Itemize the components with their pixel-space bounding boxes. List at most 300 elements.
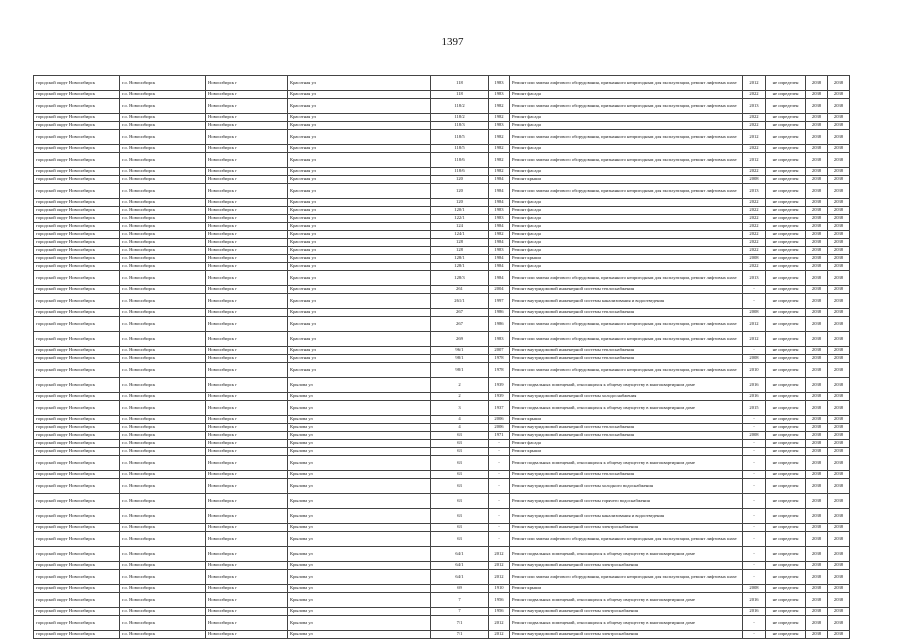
year-built-cell: 1984 (489, 176, 510, 184)
table-row (34, 456, 850, 471)
status-cell: не определен (766, 130, 806, 145)
year-built-cell: 1986 (489, 309, 510, 317)
district-cell: г.о. Новосибирск (120, 309, 206, 317)
street-cell: Крылова ул (288, 440, 431, 448)
plan-end-cell: 2038 (828, 176, 850, 184)
year-built-cell: - (489, 471, 510, 479)
municipality-cell: городской округ Новосибирск (34, 432, 120, 440)
table-row (34, 585, 850, 593)
year-built-cell: 1982 (489, 231, 510, 239)
street-cell: Красотная ул (288, 199, 431, 207)
work-type-cell: Ремонт внутридомовой инженерной системы теплоснабжения (510, 424, 743, 432)
status-cell: не определен (766, 440, 806, 448)
district-cell: г.о. Новосибирск (120, 631, 206, 639)
house-cell: 128/1 (431, 263, 489, 271)
status-cell: не определен (766, 317, 806, 332)
plan-end-cell: 2038 (828, 294, 850, 309)
status-cell: не определен (766, 432, 806, 440)
year-built-cell: - (489, 494, 510, 509)
plan-end-cell: 2038 (828, 378, 850, 393)
status-cell: не определен (766, 99, 806, 114)
house-cell: 261 (431, 286, 489, 294)
year-built-cell: - (489, 479, 510, 494)
plan-end-cell: 2038 (828, 562, 850, 570)
city-cell: Новосибирск г (206, 416, 288, 424)
work-type-cell: Ремонт или замена лифтового оборудования, признанного непригодным для эксплуатации, ремонт лифтовых шахт (510, 570, 743, 585)
plan-end-cell: 2038 (828, 616, 850, 631)
plan-start-cell: 2038 (806, 509, 828, 524)
city-cell: Новосибирск г (206, 363, 288, 378)
plan-start-cell: 2038 (806, 432, 828, 440)
house-cell: 128/3 (431, 271, 489, 286)
city-cell: Новосибирск г (206, 471, 288, 479)
district-cell: г.о. Новосибирск (120, 271, 206, 286)
status-cell: не определен (766, 570, 806, 585)
street-cell: Крылова ул (288, 585, 431, 593)
work-type-cell: Ремонт фасада (510, 215, 743, 223)
status-cell: не определен (766, 494, 806, 509)
district-cell: г.о. Новосибирск (120, 153, 206, 168)
municipality-cell: городской округ Новосибирск (34, 176, 120, 184)
house-cell: 7/1 (431, 631, 489, 639)
last-repair-cell: - (743, 440, 766, 448)
plan-end-cell: 2038 (828, 332, 850, 347)
plan-start-cell: 2038 (806, 231, 828, 239)
plan-end-cell: 2038 (828, 145, 850, 153)
table-row (34, 416, 850, 424)
work-type-cell: Ремонт крыши (510, 255, 743, 263)
plan-end-cell: 2038 (828, 448, 850, 456)
house-cell: 128 (431, 239, 489, 247)
year-built-cell: 2012 (489, 631, 510, 639)
year-built-cell: - (489, 509, 510, 524)
house-cell: 120 (431, 199, 489, 207)
city-cell: Новосибирск г (206, 355, 288, 363)
year-built-cell: 1971 (489, 432, 510, 440)
street-cell: Красотная ул (288, 355, 431, 363)
plan-end-cell: 2038 (828, 76, 850, 91)
year-built-cell: - (489, 448, 510, 456)
plan-end-cell: 2038 (828, 585, 850, 593)
city-cell: Новосибирск г (206, 168, 288, 176)
city-cell: Новосибирск г (206, 347, 288, 355)
plan-end-cell: 2038 (828, 547, 850, 562)
municipality-cell: городской округ Новосибирск (34, 585, 120, 593)
municipality-cell: городской округ Новосибирск (34, 471, 120, 479)
plan-start-cell: 2038 (806, 247, 828, 255)
street-cell: Красотная ул (288, 153, 431, 168)
work-type-cell: Ремонт фасада (510, 114, 743, 122)
district-cell: г.о. Новосибирск (120, 145, 206, 153)
district-cell: г.о. Новосибирск (120, 332, 206, 347)
status-cell: не определен (766, 168, 806, 176)
plan-end-cell: 2038 (828, 347, 850, 355)
house-cell: 63 (431, 524, 489, 532)
plan-end-cell: 2038 (828, 215, 850, 223)
district-cell: г.о. Новосибирск (120, 317, 206, 332)
city-cell: Новосибирск г (206, 199, 288, 207)
house-cell: 118 (431, 76, 489, 91)
house-cell: 7/1 (431, 616, 489, 631)
city-cell: Новосибирск г (206, 616, 288, 631)
street-cell: Красотная ул (288, 122, 431, 130)
table-row (34, 401, 850, 416)
table-row (34, 223, 850, 231)
municipality-cell: городской округ Новосибирск (34, 145, 120, 153)
plan-end-cell: 2038 (828, 223, 850, 231)
work-type-cell: Ремонт или замена лифтового оборудования, признанного непригодным для эксплуатации, ремонт лифтовых шахт (510, 130, 743, 145)
work-type-cell: Ремонт внутридомовой инженерной системы электроснабжения (510, 524, 743, 532)
plan-start-cell: 2038 (806, 153, 828, 168)
table-row (34, 309, 850, 317)
last-repair-cell: - (743, 479, 766, 494)
last-repair-cell: 2022 (743, 122, 766, 130)
year-built-cell: 1984 (489, 255, 510, 263)
district-cell: г.о. Новосибирск (120, 416, 206, 424)
plan-end-cell: 2038 (828, 524, 850, 532)
year-built-cell: 1978 (489, 363, 510, 378)
house-cell: 98/1 (431, 355, 489, 363)
work-type-cell: Ремонт или замена лифтового оборудования, признанного непригодным для эксплуатации, ремонт лифтовых шахт (510, 76, 743, 91)
plan-start-cell: 2038 (806, 347, 828, 355)
street-cell: Красотная ул (288, 76, 431, 91)
street-cell: Красотная ул (288, 184, 431, 199)
plan-end-cell: 2038 (828, 494, 850, 509)
page-number: 1397 (441, 36, 464, 48)
house-cell: 63 (431, 494, 489, 509)
status-cell: не определен (766, 562, 806, 570)
house-cell: 261/1 (431, 294, 489, 309)
city-cell: Новосибирск г (206, 309, 288, 317)
house-cell: 3 (431, 401, 489, 416)
table-row (34, 494, 850, 509)
last-repair-cell: - (743, 347, 766, 355)
table-row (34, 593, 850, 608)
status-cell: не определен (766, 145, 806, 153)
status-cell: не определен (766, 271, 806, 286)
city-cell: Новосибирск г (206, 184, 288, 199)
district-cell: г.о. Новосибирск (120, 479, 206, 494)
district-cell: г.о. Новосибирск (120, 524, 206, 532)
last-repair-cell: 2016 (743, 393, 766, 401)
city-cell: Новосибирск г (206, 231, 288, 239)
municipality-cell: городской округ Новосибирск (34, 494, 120, 509)
house-cell: 118/3 (431, 122, 489, 130)
year-built-cell: 1983 (489, 215, 510, 223)
plan-start-cell: 2038 (806, 532, 828, 547)
house-cell: 63 (431, 471, 489, 479)
plan-end-cell: 2038 (828, 271, 850, 286)
municipality-cell: городской округ Новосибирск (34, 153, 120, 168)
plan-start-cell: 2038 (806, 122, 828, 130)
district-cell: г.о. Новосибирск (120, 593, 206, 608)
work-type-cell: Ремонт фасада (510, 91, 743, 99)
municipality-cell: городской округ Новосибирск (34, 479, 120, 494)
street-cell: Красотная ул (288, 223, 431, 231)
plan-start-cell: 2038 (806, 207, 828, 215)
municipality-cell: городской округ Новосибирск (34, 347, 120, 355)
year-built-cell: 1982 (489, 99, 510, 114)
plan-start-cell: 2038 (806, 76, 828, 91)
house-cell: 267 (431, 317, 489, 332)
district-cell: г.о. Новосибирск (120, 184, 206, 199)
table-row (34, 631, 850, 639)
table-row (34, 524, 850, 532)
district-cell: г.о. Новосибирск (120, 239, 206, 247)
plan-end-cell: 2038 (828, 424, 850, 432)
street-cell: Красотная ул (288, 215, 431, 223)
plan-end-cell: 2038 (828, 509, 850, 524)
last-repair-cell: 2022 (743, 263, 766, 271)
work-type-cell: Ремонт внутридомовой инженерной системы теплоснабжения (510, 309, 743, 317)
status-cell: не определен (766, 255, 806, 263)
city-cell: Новосибирск г (206, 424, 288, 432)
year-built-cell: 2006 (489, 424, 510, 432)
year-built-cell: 1984 (489, 223, 510, 231)
last-repair-cell: - (743, 286, 766, 294)
plan-start-cell: 2038 (806, 168, 828, 176)
street-cell: Крылова ул (288, 509, 431, 524)
work-type-cell: Ремонт фасада (510, 231, 743, 239)
city-cell: Новосибирск г (206, 176, 288, 184)
last-repair-cell: - (743, 471, 766, 479)
street-cell: Красотная ул (288, 247, 431, 255)
plan-start-cell: 2038 (806, 286, 828, 294)
district-cell: г.о. Новосибирск (120, 401, 206, 416)
municipality-cell: городской округ Новосибирск (34, 207, 120, 215)
street-cell: Крылова ул (288, 432, 431, 440)
plan-end-cell: 2038 (828, 199, 850, 207)
table-row (34, 286, 850, 294)
street-cell: Красотная ул (288, 239, 431, 247)
district-cell: г.о. Новосибирск (120, 456, 206, 471)
municipality-cell: городской округ Новосибирск (34, 393, 120, 401)
work-type-cell: Ремонт подвальных помещений, относящихся к общему имуществу в многоквартирном доме (510, 616, 743, 631)
status-cell: не определен (766, 616, 806, 631)
status-cell: не определен (766, 401, 806, 416)
house-cell: 63 (431, 440, 489, 448)
plan-end-cell: 2038 (828, 263, 850, 271)
plan-start-cell: 2038 (806, 393, 828, 401)
city-cell: Новосибирск г (206, 393, 288, 401)
last-repair-cell: 2022 (743, 145, 766, 153)
table-row (34, 153, 850, 168)
municipality-cell: городской округ Новосибирск (34, 286, 120, 294)
last-repair-cell: - (743, 562, 766, 570)
year-built-cell: 1982 (489, 145, 510, 153)
last-repair-cell: - (743, 294, 766, 309)
table-row (34, 176, 850, 184)
year-built-cell: 1982 (489, 114, 510, 122)
house-cell: 63 (431, 448, 489, 456)
plan-start-cell: 2038 (806, 608, 828, 616)
table-row (34, 616, 850, 631)
year-built-cell: 1983 (489, 122, 510, 130)
city-cell: Новосибирск г (206, 378, 288, 393)
year-built-cell: 1984 (489, 184, 510, 199)
house-cell: 124 (431, 223, 489, 231)
table-row (34, 608, 850, 616)
house-cell: 120/1 (431, 207, 489, 215)
year-built-cell: 1978 (489, 355, 510, 363)
status-cell: не определен (766, 239, 806, 247)
plan-end-cell: 2038 (828, 432, 850, 440)
table-row (34, 424, 850, 432)
municipality-cell: городской округ Новосибирск (34, 562, 120, 570)
street-cell: Крылова ул (288, 416, 431, 424)
house-cell: 118 (431, 91, 489, 99)
year-built-cell: 1982 (489, 130, 510, 145)
last-repair-cell: 2022 (743, 207, 766, 215)
status-cell: не определен (766, 122, 806, 130)
work-type-cell: Ремонт внутридомовой инженерной системы электроснабжения (510, 631, 743, 639)
city-cell: Новосибирск г (206, 456, 288, 471)
work-type-cell: Ремонт или замена лифтового оборудования, признанного непригодным для эксплуатации, ремонт лифтовых шахт (510, 317, 743, 332)
city-cell: Новосибирск г (206, 145, 288, 153)
street-cell: Крылова ул (288, 494, 431, 509)
work-type-cell: Ремонт внутридомовой инженерной системы канализования и водоотведения (510, 294, 743, 309)
plan-start-cell: 2038 (806, 239, 828, 247)
plan-start-cell: 2038 (806, 130, 828, 145)
district-cell: г.о. Новосибирск (120, 608, 206, 616)
status-cell: не определен (766, 231, 806, 239)
plan-end-cell: 2038 (828, 239, 850, 247)
city-cell: Новосибирск г (206, 631, 288, 639)
plan-start-cell: 2038 (806, 547, 828, 562)
work-type-cell: Ремонт фасада (510, 247, 743, 255)
street-cell: Крылова ул (288, 570, 431, 585)
house-cell: 64/1 (431, 547, 489, 562)
plan-end-cell: 2038 (828, 631, 850, 639)
last-repair-cell: 2012 (743, 76, 766, 91)
status-cell: не определен (766, 416, 806, 424)
year-built-cell: 1982 (489, 168, 510, 176)
district-cell: г.о. Новосибирск (120, 355, 206, 363)
house-cell: 7 (431, 608, 489, 616)
last-repair-cell: - (743, 456, 766, 471)
table-row (34, 168, 850, 176)
table-row (34, 509, 850, 524)
year-built-cell: 1910 (489, 585, 510, 593)
municipality-cell: городской округ Новосибирск (34, 184, 120, 199)
plan-start-cell: 2038 (806, 332, 828, 347)
plan-start-cell: 2038 (806, 401, 828, 416)
table-row (34, 215, 850, 223)
district-cell: г.о. Новосибирск (120, 494, 206, 509)
municipality-cell: городской округ Новосибирск (34, 294, 120, 309)
city-cell: Новосибирск г (206, 593, 288, 608)
district-cell: г.о. Новосибирск (120, 616, 206, 631)
city-cell: Новосибирск г (206, 440, 288, 448)
table-body (34, 76, 850, 639)
plan-end-cell: 2038 (828, 286, 850, 294)
year-built-cell: 1984 (489, 199, 510, 207)
city-cell: Новосибирск г (206, 562, 288, 570)
municipality-cell: городской округ Новосибирск (34, 114, 120, 122)
year-built-cell: 2012 (489, 562, 510, 570)
year-built-cell: 1983 (489, 247, 510, 255)
house-cell: 118/6 (431, 153, 489, 168)
city-cell: Новосибирск г (206, 239, 288, 247)
table-row (34, 332, 850, 347)
district-cell: г.о. Новосибирск (120, 378, 206, 393)
municipality-cell: городской округ Новосибирск (34, 532, 120, 547)
plan-end-cell: 2038 (828, 122, 850, 130)
municipality-cell: городской округ Новосибирск (34, 76, 120, 91)
municipality-cell: городской округ Новосибирск (34, 378, 120, 393)
year-built-cell: 1956 (489, 608, 510, 616)
table-row (34, 91, 850, 99)
last-repair-cell: 2022 (743, 168, 766, 176)
work-type-cell: Ремонт крыши (510, 585, 743, 593)
table-row (34, 184, 850, 199)
district-cell: г.о. Новосибирск (120, 263, 206, 271)
last-repair-cell: 2022 (743, 114, 766, 122)
city-cell: Новосибирск г (206, 130, 288, 145)
year-built-cell: 1984 (489, 271, 510, 286)
house-cell: 63 (431, 532, 489, 547)
district-cell: г.о. Новосибирск (120, 440, 206, 448)
street-cell: Красотная ул (288, 99, 431, 114)
last-repair-cell: 2013 (743, 271, 766, 286)
status-cell: не определен (766, 247, 806, 255)
street-cell: Крылова ул (288, 547, 431, 562)
year-built-cell: 2012 (489, 570, 510, 585)
house-cell: 118/5 (431, 130, 489, 145)
plan-start-cell: 2038 (806, 494, 828, 509)
year-built-cell: - (489, 532, 510, 547)
plan-end-cell: 2038 (828, 130, 850, 145)
work-type-cell: Ремонт фасада (510, 145, 743, 153)
last-repair-cell: - (743, 509, 766, 524)
year-built-cell: 1937 (489, 401, 510, 416)
table-row (34, 271, 850, 286)
street-cell: Красотная ул (288, 130, 431, 145)
house-cell: 4 (431, 424, 489, 432)
municipality-cell: городской округ Новосибирск (34, 130, 120, 145)
last-repair-cell: 2008 (743, 255, 766, 263)
district-cell: г.о. Новосибирск (120, 509, 206, 524)
plan-end-cell: 2038 (828, 168, 850, 176)
work-type-cell: Ремонт или замена лифтового оборудования, признанного непригодным для эксплуатации, ремонт лифтовых шахт (510, 153, 743, 168)
status-cell: не определен (766, 286, 806, 294)
work-type-cell: Ремонт или замена лифтового оборудования, признанного непригодным для эксплуатации, ремонт лифтовых шахт (510, 363, 743, 378)
plan-end-cell: 2038 (828, 247, 850, 255)
district-cell: г.о. Новосибирск (120, 432, 206, 440)
street-cell: Красотная ул (288, 294, 431, 309)
status-cell: не определен (766, 363, 806, 378)
table-row (34, 130, 850, 145)
last-repair-cell: - (743, 532, 766, 547)
plan-start-cell: 2038 (806, 263, 828, 271)
plan-start-cell: 2038 (806, 255, 828, 263)
status-cell: не определен (766, 207, 806, 215)
municipality-cell: городской округ Новосибирск (34, 547, 120, 562)
street-cell: Красотная ул (288, 91, 431, 99)
plan-end-cell: 2038 (828, 479, 850, 494)
table-row (34, 479, 850, 494)
work-type-cell: Ремонт фасада (510, 122, 743, 130)
table-row (34, 570, 850, 585)
table-row (34, 76, 850, 91)
municipality-cell: городской округ Новосибирск (34, 593, 120, 608)
last-repair-cell: - (743, 547, 766, 562)
city-cell: Новосибирск г (206, 585, 288, 593)
city-cell: Новосибирск г (206, 332, 288, 347)
street-cell: Крылова ул (288, 631, 431, 639)
table-row (34, 378, 850, 393)
plan-start-cell: 2038 (806, 570, 828, 585)
